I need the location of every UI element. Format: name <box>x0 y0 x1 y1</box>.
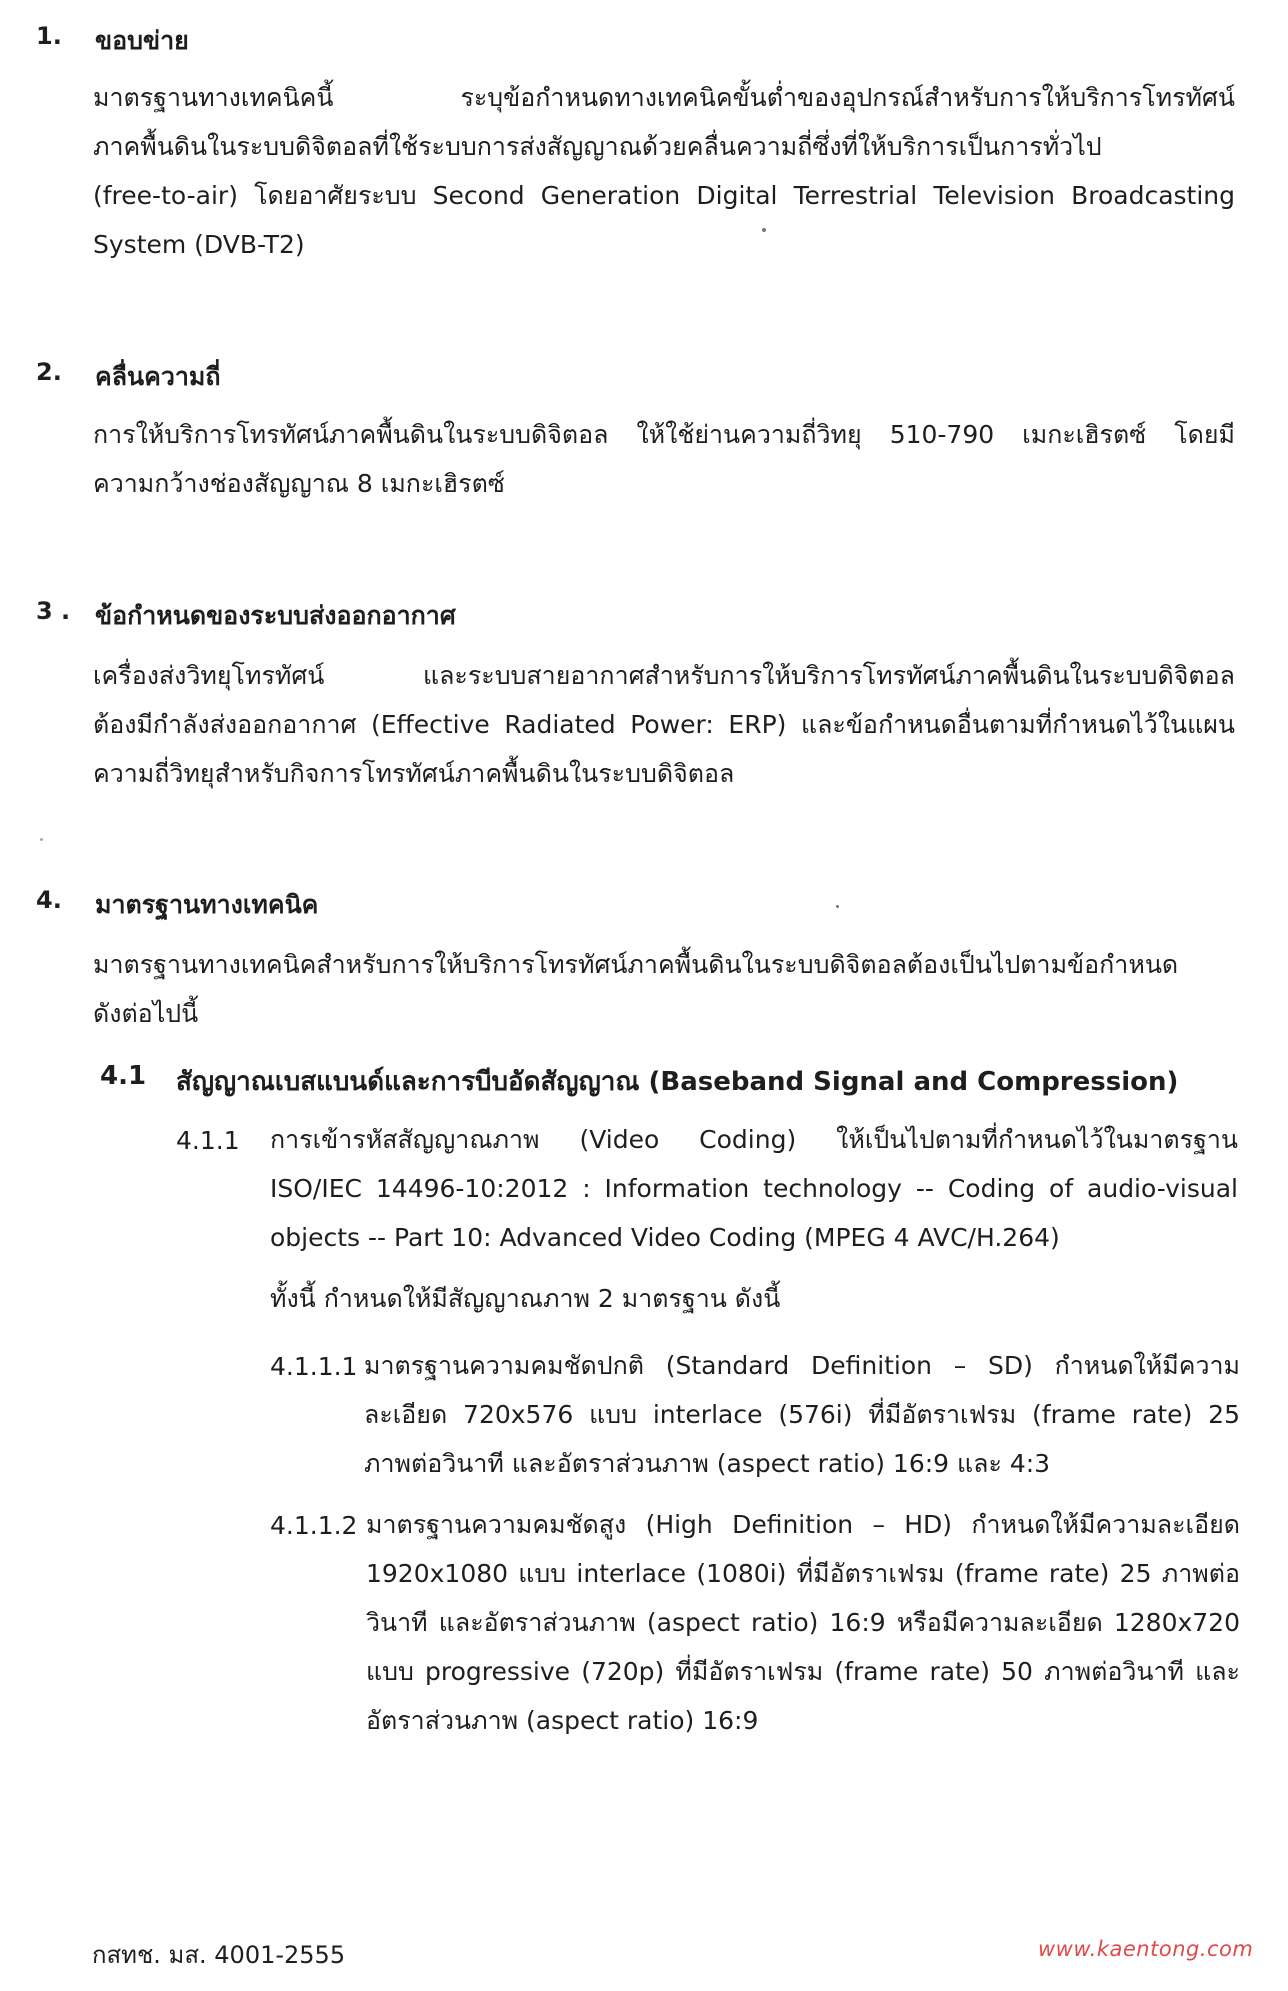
section-4-body <box>93 940 1235 1038</box>
sub-4-1-1-note: ทั้งนี้ กำหนดให้มีสัญญาณภาพ 2 มาตรฐาน ดังนี้ <box>270 1284 781 1313</box>
sub-4-1-1-body <box>270 1115 1238 1262</box>
text-line: อัตราส่วนภาพ (aspect ratio) 16:9 <box>366 1706 759 1735</box>
section-1-title: ขอบข่าย <box>95 26 189 55</box>
scan-speck <box>836 905 839 908</box>
section-1-number: 1. <box>36 22 62 50</box>
text-line: ละเอียด 720x576 แบบ interlace (576i) ที่มีอัตราเฟรม (frame rate) 25 <box>364 1400 1240 1429</box>
text-line: ภาพต่อวินาที และอัตราส่วนภาพ (aspect ratio) 16:9 และ 4:3 <box>364 1449 1051 1478</box>
text-line: 1920x1080 แบบ interlace (1080i) ที่มีอัตราเฟรม (frame rate) 25 ภาพต่อ <box>366 1559 1240 1588</box>
section-4-number: 4. <box>36 886 62 914</box>
text-line: แบบ progressive (720p) ที่มีอัตราเฟรม (frame rate) 50 ภาพต่อวินาที และ <box>366 1657 1240 1686</box>
sub-4-1-number: 4.1 <box>100 1061 147 1091</box>
text-line: (free-to-air) โดยอาศัยระบบ Second Generation Digital Terrestrial Television Broadcasting <box>93 181 1235 210</box>
text-line: ISO/IEC 14496-10:2012 : Information technology -- Coding of audio-visual <box>270 1174 1238 1203</box>
sub-4-1-1-1-number: 4.1.1.1 <box>270 1352 358 1381</box>
text-line: วินาที และอัตราส่วนภาพ (aspect ratio) 16:9 หรือมีความละเอียด 1280x720 <box>366 1608 1240 1637</box>
section-4-title: มาตรฐานทางเทคนิค <box>95 890 319 919</box>
text-line: การให้บริการโทรทัศน์ภาคพื้นดินในระบบดิจิตอล ให้ใช้ย่านความถี่วิทยุ 510-790 เมกะเฮิรตซ์ โดยมี <box>93 420 1235 449</box>
text-line: มาตรฐานความคมชัดปกติ (Standard Definition – SD) กำหนดให้มีความ <box>364 1351 1240 1380</box>
text-line: ภาคพื้นดินในระบบดิจิตอลที่ใช้ระบบการส่งสัญญาณด้วยคลื่นความถี่ซึ่งที่ให้บริการเป็นการทั่วไป <box>93 132 1102 161</box>
section-1-body <box>93 73 1235 269</box>
section-2-number: 2. <box>36 358 62 386</box>
text-line: System (DVB-T2) <box>93 230 305 259</box>
sub-4-1-1-1-body <box>364 1341 1240 1488</box>
section-2-body <box>93 410 1235 508</box>
text-line: ความถี่วิทยุสำหรับกิจการโทรทัศน์ภาคพื้นดินในระบบดิจิตอล <box>93 759 735 788</box>
text-line: มาตรฐานทางเทคนิคสำหรับการให้บริการโทรทัศน์ภาคพื้นดินในระบบดิจิตอลต้องเป็นไปตามข้อกำหนด <box>93 950 1179 979</box>
document-code: กสทช. มส. 4001-2555 <box>92 1941 346 1969</box>
text-line: การเข้ารหัสสัญญาณภาพ (Video Coding) ให้เป็นไปตามที่กำหนดไว้ในมาตรฐาน <box>270 1125 1238 1154</box>
section-3-title: ข้อกำหนดของระบบส่งออกอากาศ <box>95 601 456 630</box>
scan-speck <box>40 838 43 841</box>
text-line: มาตรฐานความคมชัดสูง (High Definition – HD) กำหนดให้มีความละเอียด <box>366 1510 1240 1539</box>
text-line: ดังต่อไปนี้ <box>93 999 199 1028</box>
text-line: มาตรฐานทางเทคนิคนี้ ระบุข้อกำหนดทางเทคนิคขั้นต่ำของอุปกรณ์สำหรับการให้บริการโทรทัศน์ <box>93 83 1235 112</box>
text-line: objects -- Part 10: Advanced Video Coding (MPEG 4 AVC/H.264) <box>270 1223 1060 1252</box>
sub-4-1-title: สัญญาณเบสแบนด์และการบีบอัดสัญญาณ (Baseband Signal and Compression) <box>176 1067 1179 1097</box>
sub-4-1-1-number: 4.1.1 <box>176 1126 240 1155</box>
text-line: ความกว้างช่องสัญญาณ 8 เมกะเฮิรตซ์ <box>93 469 505 498</box>
text-line: เครื่องส่งวิทยุโทรทัศน์ และระบบสายอากาศสำหรับการให้บริการโทรทัศน์ภาคพื้นดินในระบบดิจิตอล <box>93 661 1235 690</box>
section-2-title: คลื่นความถี่ <box>95 362 221 391</box>
sub-4-1-1-2-body <box>366 1500 1240 1745</box>
scan-speck <box>762 228 766 232</box>
section-3-number: 3 . <box>36 597 71 625</box>
text-line: ต้องมีกำลังส่งออกอากาศ (Effective Radiated Power: ERP) และข้อกำหนดอื่นตามที่กำหนดไว้ในแผน <box>93 710 1235 739</box>
sub-4-1-1-2-number: 4.1.1.2 <box>270 1511 358 1540</box>
watermark-logo: www.kaentong.com <box>1038 1937 1254 1961</box>
section-3-body <box>93 651 1235 798</box>
